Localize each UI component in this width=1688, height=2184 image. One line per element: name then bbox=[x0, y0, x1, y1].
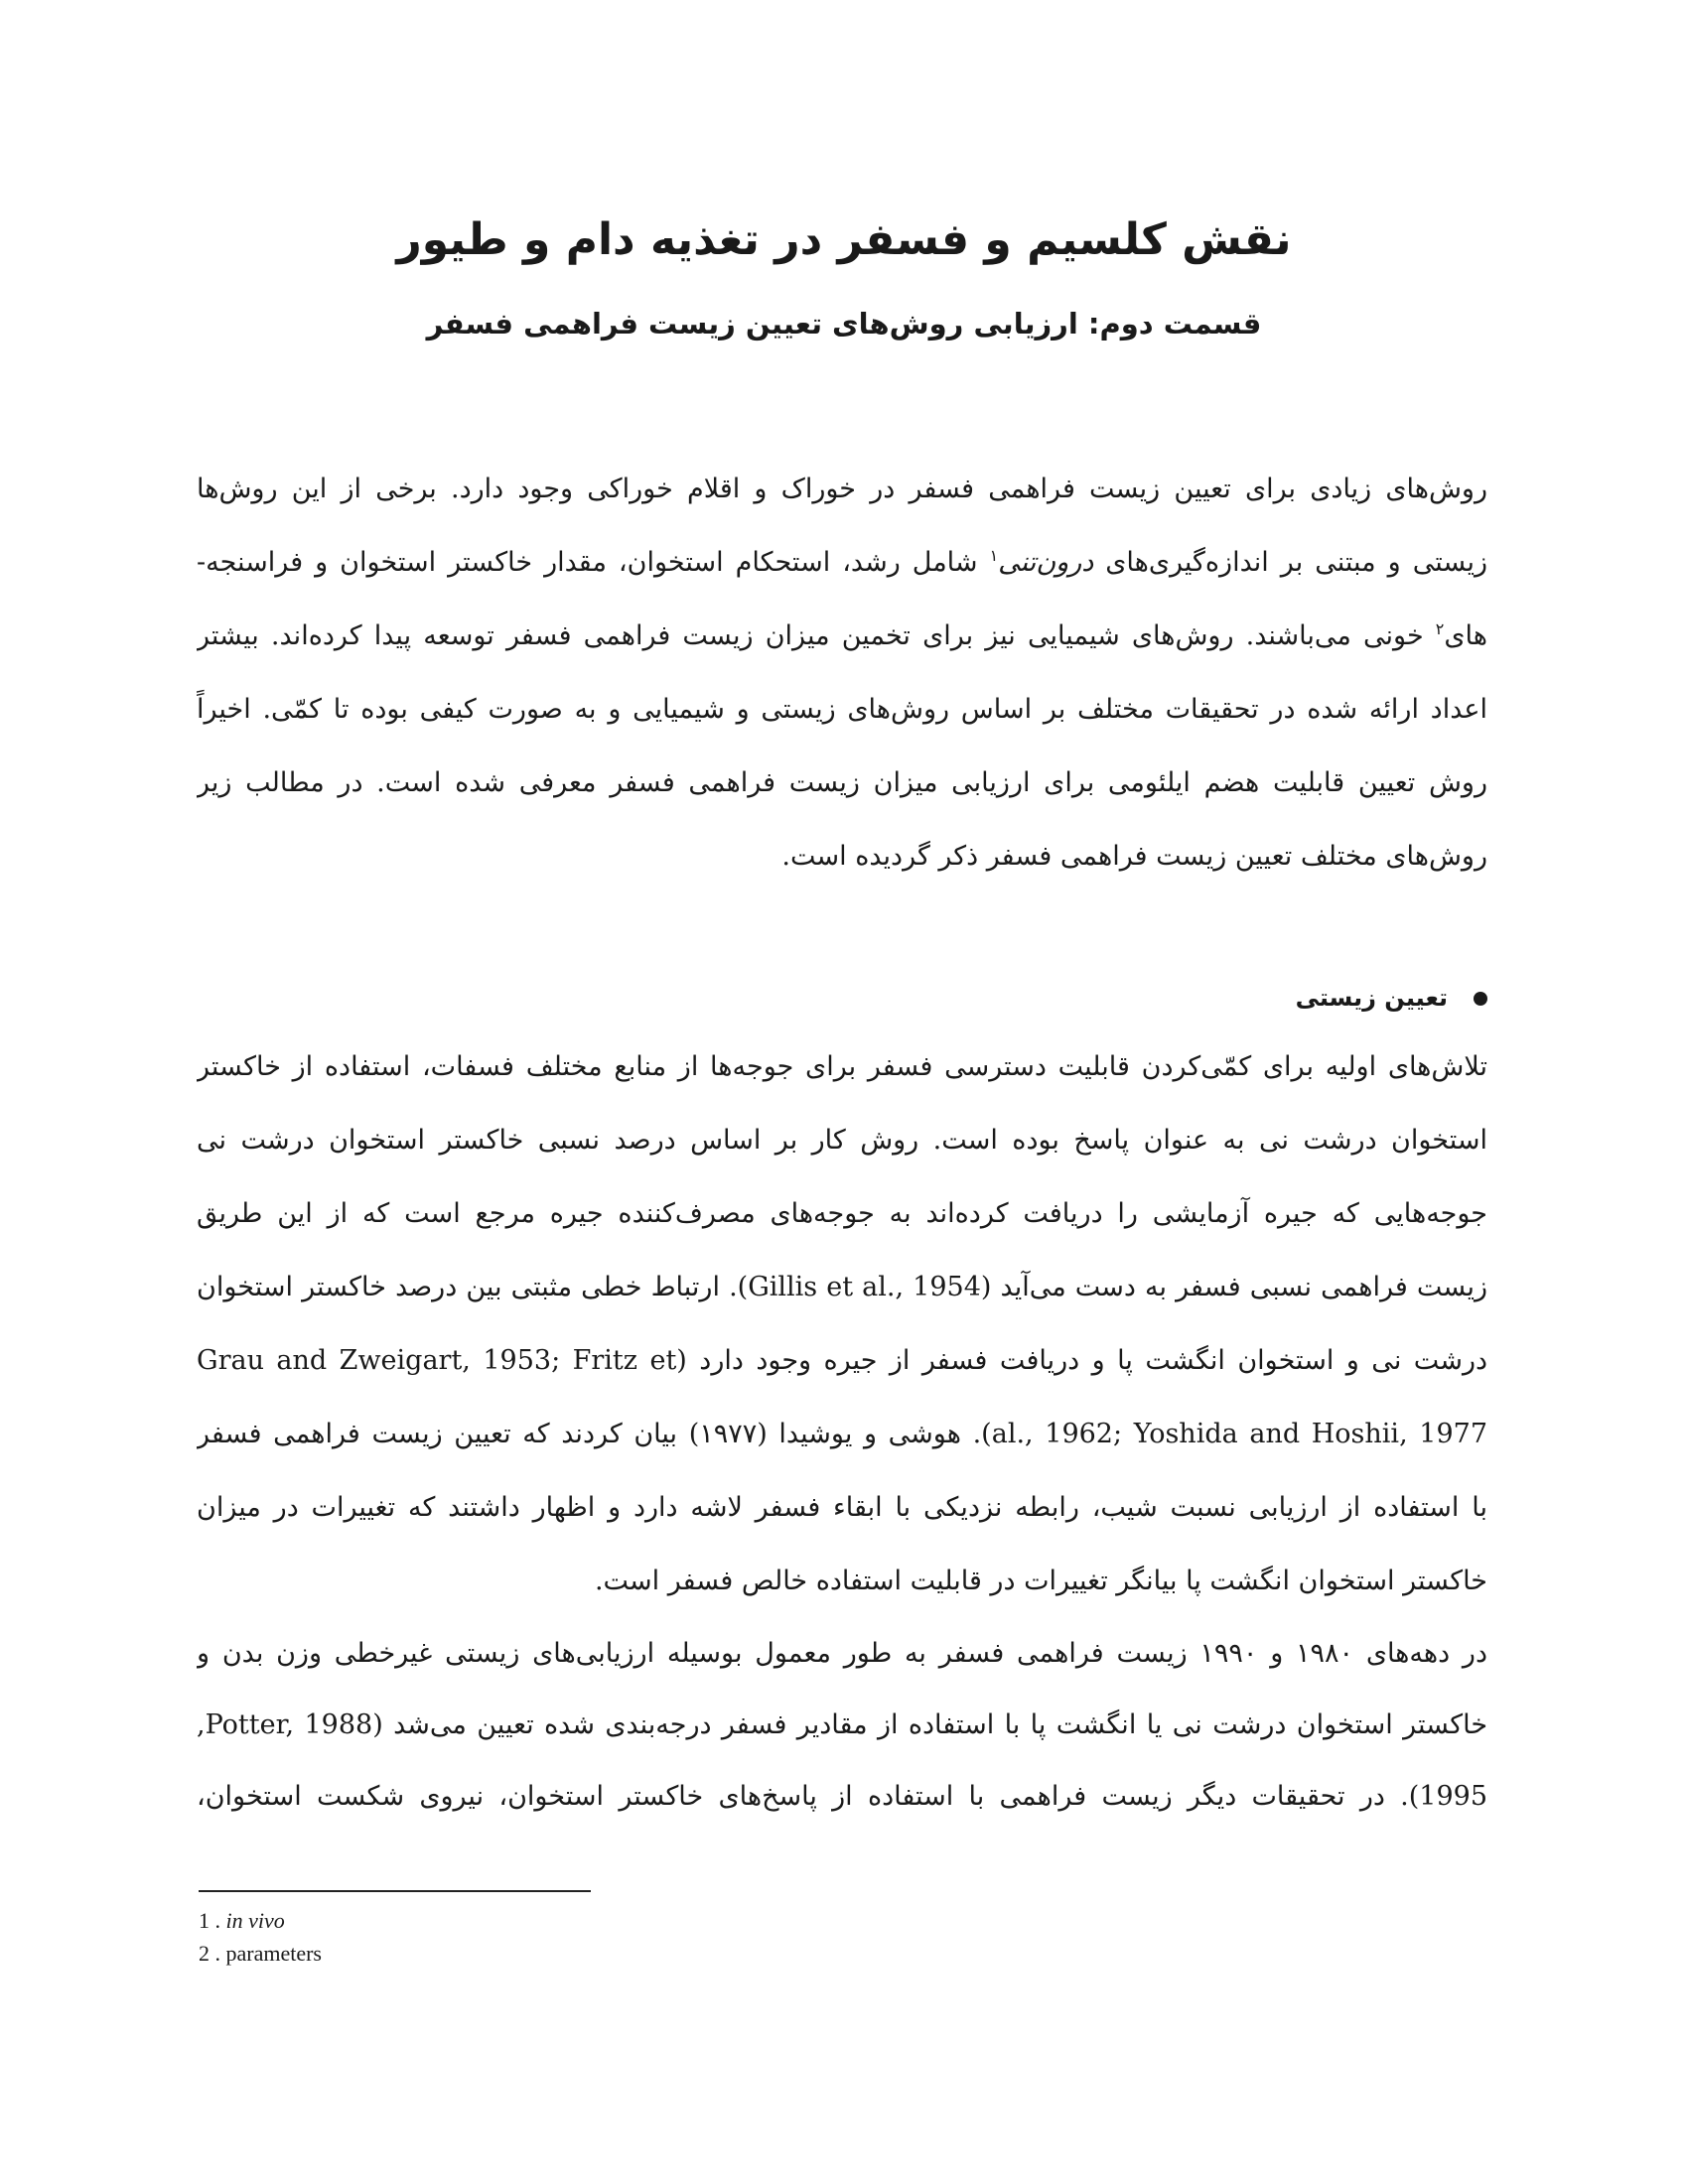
paragraph-line: درشت نی و استخوان انگشت پا و دریافت فسفر از جیره وجود دارد (Grau and Zweigart, 1953; Fritz et bbox=[197, 1345, 1487, 1376]
paragraph-line: زیست فراهمی نسبی فسفر به دست می‌آید (Gillis et al., 1954). ارتباط خطی مثبتی بین درصد خاکستر استخوان bbox=[197, 1272, 1487, 1302]
footnote-2 bbox=[199, 1937, 322, 1970]
footnote-text: in vivo bbox=[225, 1908, 285, 1933]
paragraph-line: al., 1962; Yoshida and Hoshii, 1977). هوشی و یوشیدا (۱۹۷۷) بیان کردند که تعیین زیست فراهمی فسفر bbox=[197, 1419, 1487, 1449]
footnote-divider bbox=[199, 1890, 591, 1892]
intro-line bbox=[197, 526, 1487, 600]
footnote-ref-1: ۱ bbox=[989, 546, 999, 565]
intro-line: اعداد ارائه شده در تحقیقات مختلف بر اساس روش‌های زیستی و شیمیایی و به صورت کیفی بوده تا کمّی. اخیراً bbox=[197, 694, 1487, 725]
paragraph-line: خاکستر استخوان درشت نی یا انگشت پا با استفاده از مقادیر فسفر درجه‌بندی شده تعیین می‌شد (Potter, 1988, bbox=[197, 1709, 1487, 1740]
footnote-1 bbox=[199, 1904, 322, 1937]
paragraph-line: با استفاده از ارزیابی نسبت شیب، رابطه نزدیکی با ابقاء فسفر لاشه دارد و اظهار داشتند که تغییرات در میزان bbox=[197, 1492, 1487, 1523]
footnote-text: parameters bbox=[225, 1941, 322, 1966]
intro-paragraph bbox=[197, 453, 1487, 893]
intro-line: روش‌های زیادی برای تعیین زیست فراهمی فسفر در خوراک و اقلام خوراکی وجود دارد. برخی از این روش‌ها bbox=[197, 474, 1487, 504]
intro-line-text: خونی می‌باشند. روش‌های شیمیایی نیز برای تخمین میزان زیست فراهمی فسفر توسعه پیدا کرده‌اند. بیشتر bbox=[197, 620, 1436, 651]
bullet-icon bbox=[1474, 992, 1487, 1006]
footnotes bbox=[199, 1904, 322, 1970]
paragraph-line: خاکستر استخوان انگشت پا بیانگر تغییرات در قابلیت استفاده خالص فسفر است. bbox=[594, 1566, 1487, 1596]
paragraph-line: تلاش‌های اولیه برای کمّی‌کردن قابلیت دسترسی فسفر برای جوجه‌ها از منابع مختلف فسفات، استفاده از خاکستر bbox=[197, 1051, 1487, 1082]
paragraph-line: جوجه‌هایی که جیره آزمایشی را دریافت کرده‌اند به جوجه‌های مصرف‌کننده جیره مرجع است که از این طریق bbox=[197, 1198, 1487, 1229]
footnote-ref-2: ۲ bbox=[1435, 619, 1445, 638]
intro-line-text: شامل رشد، استحکام استخوان، مقدار خاکستر استخوان و فراسنجه- bbox=[197, 547, 990, 578]
footnote-number: 1 . bbox=[199, 1908, 226, 1933]
paragraph-line: استخوان درشت نی به عنوان پاسخ بوده است. روش کار بر اساس درصد نسبی خاکستر استخوان درشت نی bbox=[197, 1125, 1487, 1156]
paragraph-line: 1995). در تحقیقات دیگر زیست فراهمی با استفاده از پاسخ‌های خاکستر استخوان، نیروی شکست استخوان، bbox=[197, 1781, 1487, 1812]
italic-term: درون‌تنی bbox=[998, 547, 1094, 578]
page-title: نقش کلسیم و فسفر در تغذیه دام و طیور bbox=[396, 214, 1292, 265]
intro-line: روش‌های مختلف تعیین زیست فراهمی فسفر ذکر گردیده است. bbox=[781, 841, 1487, 872]
intro-line-text: های bbox=[1444, 620, 1487, 651]
decades-paragraph bbox=[197, 1618, 1487, 1833]
biological-assay-paragraph bbox=[197, 1030, 1487, 1618]
page-subtitle: قسمت دوم: ارزیابی روش‌های تعیین زیست فراهمی فسفر bbox=[426, 307, 1262, 341]
intro-line bbox=[197, 600, 1487, 673]
footnote-number: 2 . bbox=[199, 1941, 226, 1966]
intro-line-text: زیستی و مبتنی بر اندازه‌گیری‌های bbox=[1093, 547, 1487, 578]
intro-line: روش تعیین قابلیت هضم ایلئومی برای ارزیابی میزان زیست فراهمی فسفر معرفی شده است. در مطالب زیر bbox=[197, 767, 1487, 798]
section-heading-text: تعیین زیستی bbox=[1295, 984, 1448, 1012]
section-heading bbox=[1296, 978, 1487, 1018]
paragraph-line: در دهه‌های ۱۹۸۰ و ۱۹۹۰ زیست فراهمی فسفر به طور معمول بوسیله ارزیابی‌های زیستی غیرخطی وزن بدن و bbox=[197, 1638, 1487, 1669]
